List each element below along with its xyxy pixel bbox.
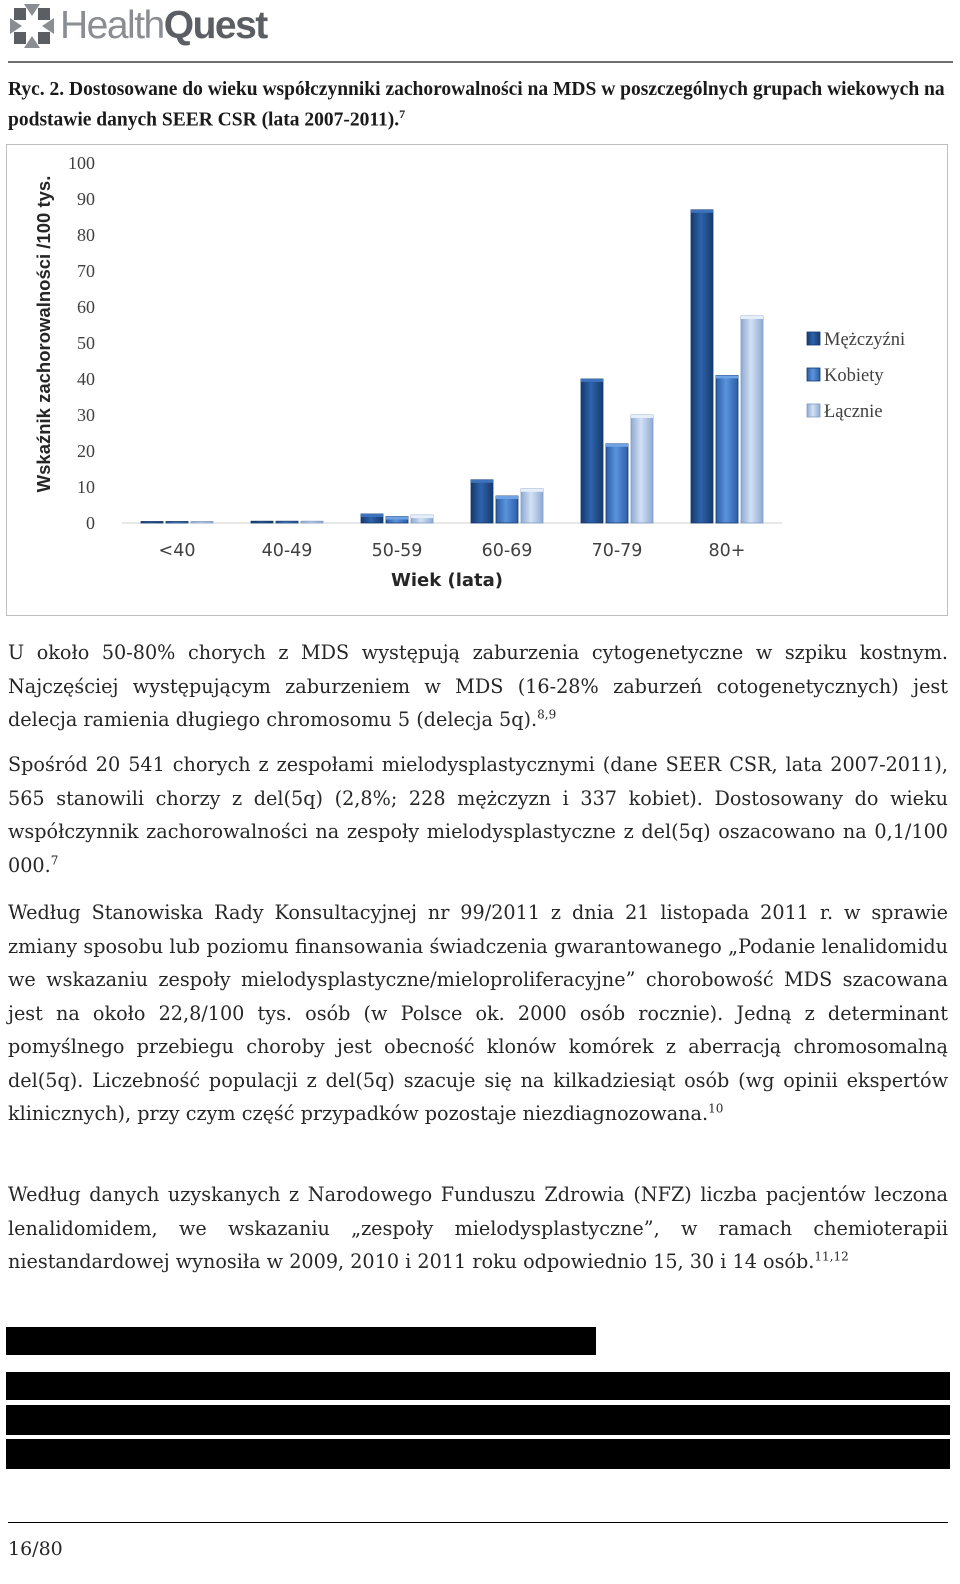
bar-80+-1 bbox=[716, 375, 738, 523]
paragraph-council-position-text: Według Stanowiska Rady Konsultacyjnej nr 99/2011 z dnia 21 listopada 2011 r. w sprawie zmiany sposobu lub poziomu finansowania świadczenia gwarantowanego „Podanie lenalidomidu we wskazaniu zespoły mielodysplastyczne/mieloproliferacyjne” chorobowość MDS szacowana jest na około 22,8/100 tys. osób (w Polsce ok. 2000 osób rocznie). Jedną z determinant pomyślnego przebiegu choroby jest obecność klonów komórek z aberracją chromosomalną del(5q). Liczebność populacji z del(5q) szacuje się na kilkadziesiąt osób (wg opinii ekspertów klinicznych), przy czym część przypadków pozostaje niezdiagnozowana. bbox=[8, 901, 948, 1125]
bar-40-49-1 bbox=[276, 521, 298, 523]
y-tick-label: 70 bbox=[77, 261, 95, 281]
redacted-block bbox=[6, 1439, 950, 1469]
paragraph-council-position bbox=[8, 896, 948, 1131]
legend-swatch-1 bbox=[807, 368, 820, 381]
bar-top bbox=[521, 489, 543, 492]
bar-60-69-2 bbox=[521, 489, 543, 523]
redacted-block bbox=[6, 1372, 950, 1400]
paragraph-nfz-data bbox=[8, 1178, 948, 1279]
bar-top bbox=[691, 210, 713, 213]
x-tick-label: 50-59 bbox=[371, 541, 423, 561]
y-tick-label: 80 bbox=[77, 225, 95, 245]
bar-60-69-1 bbox=[496, 496, 518, 523]
bar-70-79-1 bbox=[606, 444, 628, 523]
y-axis-title: Wskaźnik zachorowalności /100 tys. bbox=[33, 175, 54, 493]
x-tick-label: 70-79 bbox=[591, 541, 643, 561]
bar-top bbox=[361, 514, 383, 517]
footnote-ref: 10 bbox=[708, 1101, 724, 1116]
bar-<40-0 bbox=[141, 522, 163, 524]
page-header bbox=[8, 0, 953, 64]
redacted-block bbox=[6, 1405, 950, 1435]
bar-top bbox=[581, 379, 603, 382]
bar-40-49-0 bbox=[251, 521, 273, 523]
paragraph-cytogenetics-text: U około 50-80% chorych z MDS występują zaburzenia cytogenetyczne w szpiku kostnym. Najczęściej występującym zaburzeniem w MDS (16-28% zaburzeń cotogenetycznych) jest delecja ramienia długiego chromosomu 5 (delecja 5q). bbox=[8, 641, 948, 731]
caption-text: Ryc. 2. Dostosowane do wieku współczynniki zachorowalności na MDS w poszczególnych grupach wiekowych na podstawie danych SEER CSR (lata 2007-2011). bbox=[8, 79, 945, 131]
y-tick-label: 100 bbox=[68, 153, 95, 173]
page-number: 16/80 bbox=[8, 1538, 63, 1560]
bar-80+-0 bbox=[691, 210, 713, 523]
footer-divider bbox=[8, 1522, 948, 1523]
caption-footnote-ref: 7 bbox=[399, 107, 406, 121]
legend-label-0: Mężczyźni bbox=[824, 330, 906, 350]
bar-top bbox=[386, 517, 408, 520]
bar-top bbox=[411, 515, 433, 518]
bar-top bbox=[496, 496, 518, 499]
x-tick-label: <40 bbox=[158, 541, 196, 561]
y-tick-label: 20 bbox=[77, 441, 95, 461]
figure-caption bbox=[8, 78, 948, 133]
incidence-chart bbox=[6, 144, 948, 616]
bar-40-49-2 bbox=[301, 521, 323, 523]
x-tick-label: 60-69 bbox=[481, 541, 533, 561]
paragraph-seer-data bbox=[8, 748, 948, 882]
y-tick-label: 40 bbox=[77, 369, 95, 389]
x-axis-title: Wiek (lata) bbox=[391, 570, 503, 591]
bar-top bbox=[606, 444, 628, 447]
legend-swatch-2 bbox=[807, 404, 820, 417]
bar-top bbox=[741, 316, 763, 319]
footnote-ref: 11,12 bbox=[814, 1249, 849, 1264]
y-tick-label: 10 bbox=[77, 477, 95, 497]
y-tick-label: 90 bbox=[77, 189, 95, 209]
y-tick-label: 60 bbox=[77, 297, 95, 317]
logo-wordmark: HealthQuest bbox=[60, 4, 267, 47]
header-divider bbox=[8, 61, 953, 63]
legend-label-1: Kobiety bbox=[824, 366, 884, 386]
legend-label-2: Łącznie bbox=[824, 402, 883, 422]
legend-swatch-0 bbox=[807, 332, 820, 345]
bar-top bbox=[716, 375, 738, 378]
paragraph-cytogenetics bbox=[8, 636, 948, 737]
bar-<40-2 bbox=[191, 522, 213, 524]
bar-chart-svg bbox=[7, 145, 947, 615]
bar-<40-1 bbox=[166, 522, 188, 524]
bar-80+-2 bbox=[741, 316, 763, 523]
x-tick-label: 40-49 bbox=[261, 541, 313, 561]
bar-top bbox=[471, 480, 493, 483]
paragraph-seer-data-text: Spośród 20 541 chorych z zespołami mielodysplastycznymi (dane SEER CSR, lata 2007-2011), 565 stanowili chorzy z del(5q) (2,8%; 228 mężczyzn i 337 kobiet). Dostosowany do wieku współczynnik zachorowalności na zespoły mielodysplastyczne z del(5q) oszacowano na 0,1/100 000. bbox=[8, 753, 948, 877]
healthquest-logo bbox=[8, 2, 267, 50]
bar-top bbox=[631, 415, 653, 418]
redacted-block bbox=[6, 1327, 596, 1355]
bar-70-79-0 bbox=[581, 379, 603, 523]
y-tick-label: 30 bbox=[77, 405, 95, 425]
x-tick-label: 80+ bbox=[708, 541, 746, 561]
y-tick-label: 50 bbox=[77, 333, 95, 353]
y-tick-label: 0 bbox=[86, 513, 95, 533]
footnote-ref: 8,9 bbox=[537, 707, 557, 722]
paragraph-nfz-data-text: Według danych uzyskanych z Narodowego Funduszu Zdrowia (NFZ) liczba pacjentów leczona lenalidomidem, we wskazaniu „zespoły mielodysplastyczne”, w ramach chemioterapii niestandardowej wynosiła w 2009, 2010 i 2011 roku odpowiednio 15, 30 i 14 osób. bbox=[8, 1183, 948, 1273]
logo-cross-icon bbox=[8, 2, 56, 50]
bar-60-69-0 bbox=[471, 480, 493, 523]
bar-70-79-2 bbox=[631, 415, 653, 523]
footnote-ref: 7 bbox=[50, 853, 59, 868]
